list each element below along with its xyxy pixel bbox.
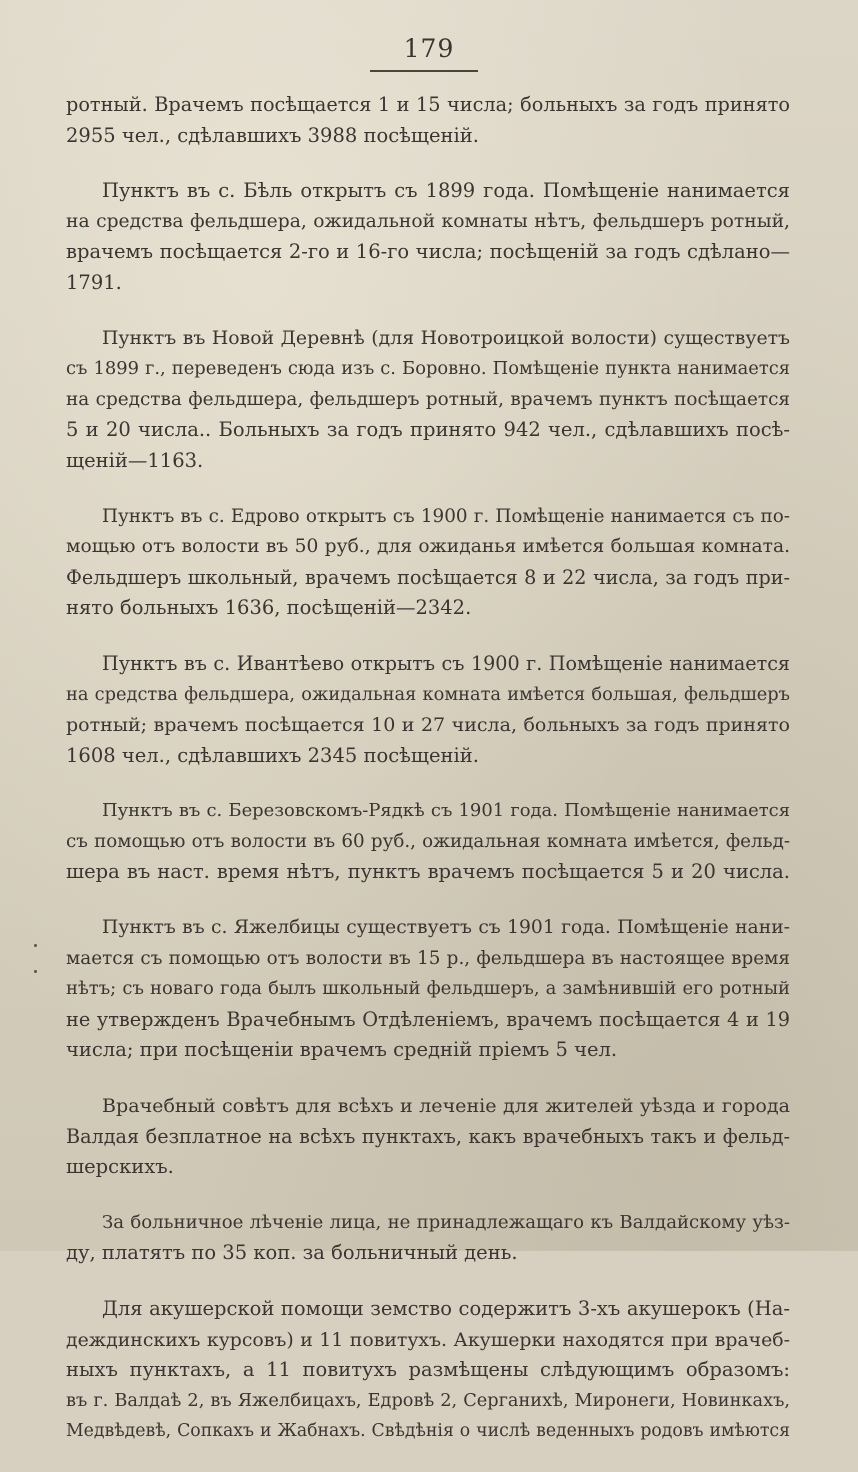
paragraph-berezovsky-ryadok (66, 796, 790, 888)
paragraph-medical-advice (66, 1091, 790, 1183)
paragraph-ivanteevo (66, 649, 790, 771)
text-line: Врачебный совѣтъ для всѣхъ и леченіе для жителей уѣзда и города (102, 1095, 790, 1118)
paragraph-novaya-derevnya (66, 324, 790, 477)
text-line: шера въ наст. время нѣтъ, пунктъ врачемъ посѣщается 5 и 20 числа. (66, 860, 790, 884)
paragraph-rotny (66, 90, 790, 151)
text-line: ныхъ пунктахъ, а 11 повитухъ размѣщены слѣдующимъ образомъ: (66, 1358, 790, 1382)
body-text (66, 90, 790, 1472)
text-line: въ г. Валдаѣ 2, въ Яжелбицахъ, Едровѣ 2, Серганихѣ, Миронеги, Новинкахъ, (66, 1390, 790, 1411)
text-line: Пунктъ въ с. Бѣль открытъ съ 1899 года. Помѣщеніе нанимается (102, 179, 790, 203)
paragraph-yazhelbitsy (66, 913, 790, 1066)
text-line: ротный; врачемъ посѣщается 10 и 27 числа, больныхъ за годъ принято (66, 714, 790, 737)
text-line: щеній—1163. (66, 448, 204, 472)
text-line: Валдая безплатное на всѣхъ пунктахъ, какъ врачебныхъ такъ и фельд- (66, 1124, 790, 1148)
paragraph-bel (66, 176, 790, 298)
text-line: Для акушерской помощи земство содержитъ 3-хъ акушерокъ (На- (102, 1297, 790, 1320)
text-line: ду, платятъ по 35 коп. за больничный день. (66, 1241, 518, 1265)
page-number-rule (370, 70, 478, 72)
text-line: съ 1899 г., переведенъ сюда изъ с. Боровно. Помѣщеніе пункта нанимается (66, 358, 790, 380)
paragraph-midwifery (66, 1294, 790, 1447)
text-line: 2955 чел., сдѣлавшихъ 3988 посѣщеній. (66, 123, 479, 147)
margin-speck (34, 970, 37, 973)
page-number: 179 (403, 34, 455, 63)
text-line: съ помощью отъ волости въ 60 руб., ожидальная комната имѣется, фельд- (66, 830, 790, 852)
text-line: Пунктъ въ с. Яжелбицы существуетъ съ 1901 года. Помѣщеніе нани- (102, 917, 790, 939)
text-line: числа; при посѣщеніи врачемъ средній пріемъ 5 чел. (66, 1038, 618, 1062)
text-line: 1608 чел., сдѣлавшихъ 2345 посѣщеній. (66, 743, 479, 767)
text-line: нѣтъ; съ новаго года былъ школьный фельдшеръ, а замѣнившій его ротный (66, 978, 790, 1000)
text-line: на средства фельдшера, ожидальная комната имѣется большая, фельдшеръ (66, 683, 790, 705)
margin-speck (34, 944, 37, 947)
text-line: 1791. (66, 270, 122, 294)
text-line: на средства фельдшера, ожидальной комнаты нѣтъ, фельдшеръ ротный, (66, 210, 790, 232)
text-line: деждинскихъ курсовъ) и 11 повитухъ. Акушерки находятся при врачеб- (66, 1328, 790, 1351)
text-line: врачемъ посѣщается 2-го и 16-го числа; посѣщеній за годъ сдѣлано— (66, 240, 790, 264)
paragraph-edrovo (66, 502, 790, 624)
text-line: За больничное лѣченіе лица, не принадлежащаго къ Валдайскому уѣз- (102, 1211, 790, 1233)
text-line: Пунктъ въ с. Ивантѣево открытъ съ 1900 г. Помѣщеніе нанимается (102, 651, 790, 675)
paragraph-hospital-fee (66, 1208, 790, 1269)
text-line: Фельдшеръ школьный, врачемъ посѣщается 8 и 22 числа, за годъ при- (66, 565, 790, 589)
text-line: 5 и 20 числа.. Больныхъ за годъ принято 942 чел., сдѣлавшихъ посѣ- (66, 418, 790, 442)
text-line: Медвѣдевѣ, Сопкахъ и Жабнахъ. Свѣдѣнія о числѣ веденныхъ родовъ имѣются (66, 1421, 790, 1442)
text-line: Пунктъ въ Новой Деревнѣ (для Новотроицкой волости) существуетъ (102, 327, 790, 349)
text-line: мощью отъ волости въ 50 руб., для ожиданья имѣется большая комната. (66, 536, 790, 558)
text-line: Пунктъ въ с. Едрово открытъ съ 1900 г. Помѣщеніе нанимается съ по- (102, 505, 790, 527)
text-line: нято больныхъ 1636, посѣщеній—2342. (66, 596, 472, 620)
text-line: мается съ помощью отъ волости въ 15 р., фельдшера въ настоящее время (66, 947, 790, 969)
text-line: Пунктъ въ с. Березовскомъ-Рядкѣ съ 1901 года. Помѣщеніе нанимается (102, 800, 790, 822)
text-line: не утвержденъ Врачебнымъ Отдѣленіемъ, врачемъ посѣщается 4 и 19 (66, 1007, 790, 1031)
text-line: на средства фельдшера, фельдшеръ ротный, врачемъ пунктъ посѣщается (66, 388, 790, 410)
text-line: шерскихъ. (66, 1155, 174, 1179)
text-line: ротный. Врачемъ посѣщается 1 и 15 числа; больныхъ за годъ принято (66, 93, 790, 116)
